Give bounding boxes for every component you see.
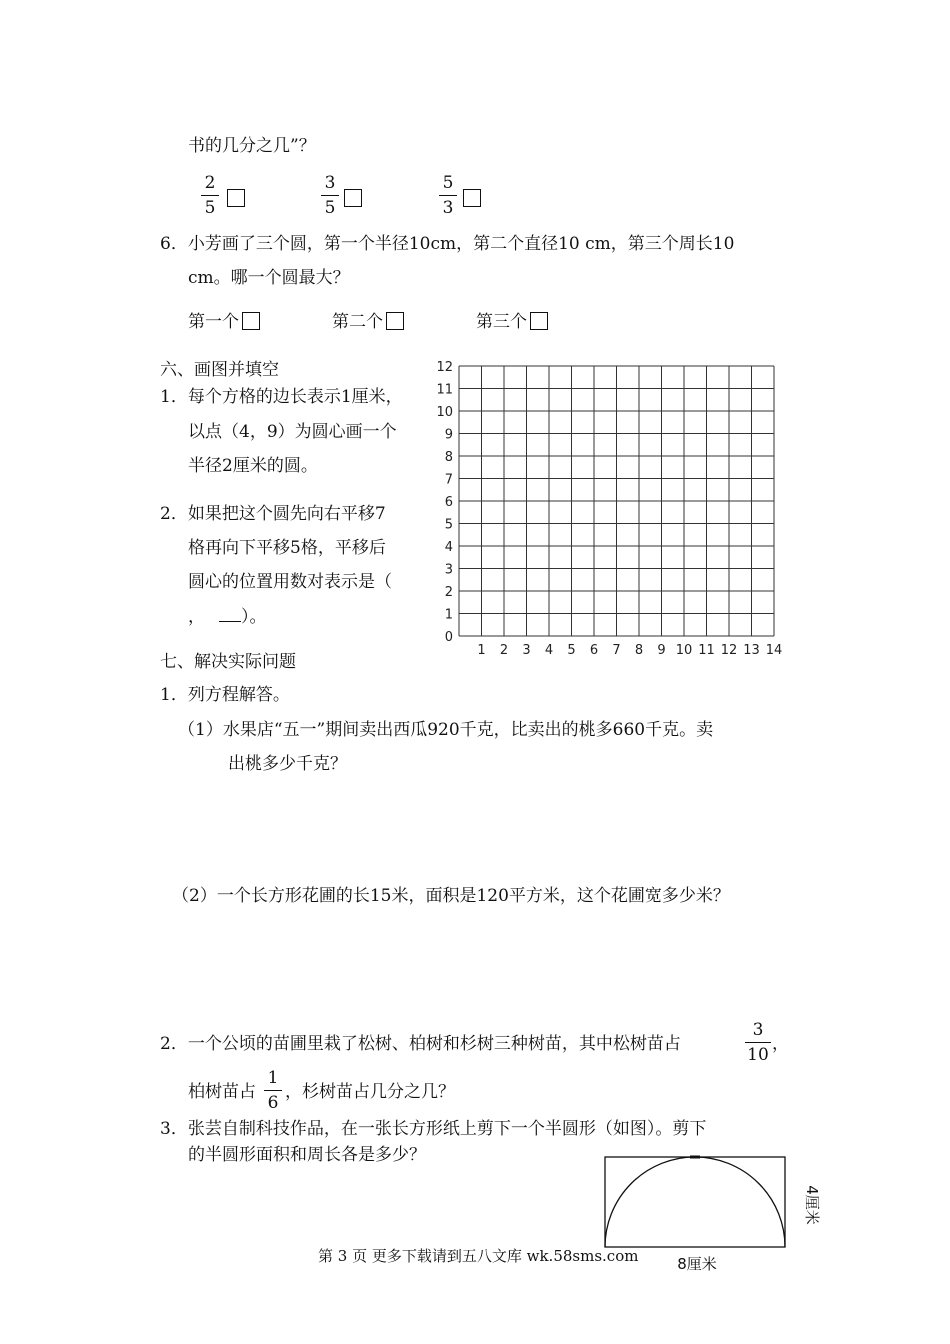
x-tick-label: 6 xyxy=(589,643,599,658)
y-tick-label: 8 xyxy=(444,450,453,465)
q6-option-3-label: 第三个 xyxy=(476,312,527,332)
q6-option-1-label: 第一个 xyxy=(188,312,239,332)
x-tick-label: 12 xyxy=(720,643,738,658)
q5-option-3-fraction xyxy=(438,173,458,218)
q5-option-2-fraction xyxy=(320,173,340,218)
y-tick-label: 11 xyxy=(436,382,453,398)
q5-option-2-checkbox[interactable] xyxy=(344,189,362,207)
q5-option-1-fraction xyxy=(200,173,220,218)
sec7-q2-line-1: 2．一个公顷的苗圃里栽了松树、柏树和杉树三种树苗，其中松树苗占 xyxy=(160,1034,681,1054)
sec6-q2-close: ）。 xyxy=(241,607,267,627)
x-tick-label: 13 xyxy=(743,643,760,658)
sec6-q1-line-2: 以点（4，9）为圆心画一个 xyxy=(188,422,397,442)
y-tick-label: 6 xyxy=(444,495,453,510)
sec7-q1: 1．列方程解答。 xyxy=(160,685,290,705)
semicircle-arc xyxy=(605,1157,785,1247)
sec6-q2-line-3: 圆心的位置用数对表示是（ xyxy=(188,572,392,592)
y-tick-label: 5 xyxy=(444,517,453,533)
numerator: 2 xyxy=(204,173,216,193)
sec6-q1-line-3: 半径2厘米的圆。 xyxy=(188,456,318,476)
x-tick-label: 8 xyxy=(634,643,644,658)
x-tick-label: 3 xyxy=(522,643,531,658)
numerator: 3 xyxy=(752,1020,764,1040)
q6-option-3 xyxy=(476,311,548,333)
x-tick-label: 2 xyxy=(499,643,509,658)
page-footer: 第 3 页 更多下载请到五八文库 wk.58sms.com xyxy=(318,1247,639,1265)
x-tick-label: 7 xyxy=(612,643,621,658)
x-tick-label: 14 xyxy=(765,643,783,658)
sec6-q2-line-1: 2．如果把这个圆先向右平移7 xyxy=(160,504,386,524)
x-tick-label: 4 xyxy=(544,643,554,658)
y-tick-label: 1 xyxy=(444,607,453,623)
coordinate-grid[interactable] xyxy=(425,355,795,660)
y-tick-label: 4 xyxy=(444,540,453,555)
sec7-q3-line-2: 的半圆形面积和周长各是多少？ xyxy=(188,1145,426,1165)
sec7-q2-comma: ， xyxy=(772,1034,789,1054)
width-label: 8厘米 xyxy=(677,1255,717,1273)
denominator: 3 xyxy=(442,198,454,218)
height-label: 4厘米 xyxy=(803,1185,821,1225)
y-tick-label: 7 xyxy=(444,472,453,488)
sec7-q1-1-line-1: （1）水果店“五一”期间卖出西瓜920千克，比卖出的桃多660千克。卖 xyxy=(178,720,714,740)
sec6-q1-line-1: 1．每个方格的边长表示1厘米， xyxy=(160,387,403,407)
sec7-q3-line-1: 3．张芸自制科技作品，在一张长方形纸上剪下一个半圆形（如图）。剪下 xyxy=(160,1119,707,1139)
y-tick-label: 0 xyxy=(444,630,453,645)
denominator: 6 xyxy=(267,1093,279,1113)
answer-blank[interactable] xyxy=(219,605,241,622)
q5-continuation: 书的几分之几”？ xyxy=(188,136,316,156)
denominator: 5 xyxy=(204,198,216,218)
sec6-q2-line-2: 格再向下平移5格，平移后 xyxy=(188,538,386,558)
sec7-q2-line-2-pre: 柏树苗占 xyxy=(188,1082,256,1102)
section-7-title: 七、解决实际问题 xyxy=(160,652,296,672)
q6-option-2-label: 第二个 xyxy=(332,312,383,332)
sec7-q1-2: （2）一个长方形花圃的长15米，面积是120平方米，这个花圃宽多少米？ xyxy=(172,886,730,906)
x-tick-label: 10 xyxy=(675,643,693,658)
denominator: 10 xyxy=(747,1045,769,1065)
q5-option-1-checkbox[interactable] xyxy=(227,189,245,207)
q6-line-1: 6．小芳画了三个圆，第一个半径10cm，第二个直径10 cm，第三个周长10 xyxy=(160,234,735,254)
y-tick-label: 2 xyxy=(444,585,453,600)
x-tick-label: 5 xyxy=(567,643,576,658)
q6-option-2 xyxy=(332,311,404,333)
fraction-pine xyxy=(744,1020,772,1065)
sec7-q1-1-line-2: 出桃多少千克？ xyxy=(228,754,347,774)
q5-option-3-checkbox[interactable] xyxy=(463,189,481,207)
x-tick-label: 11 xyxy=(698,643,715,658)
y-tick-label: 3 xyxy=(444,562,453,578)
x-tick-label: 9 xyxy=(657,643,666,658)
y-tick-label: 10 xyxy=(436,405,453,420)
numerator: 1 xyxy=(267,1068,279,1088)
section-6-title: 六、画图并填空 xyxy=(160,360,279,380)
numerator: 5 xyxy=(442,173,454,193)
q6-option-1-checkbox[interactable] xyxy=(242,312,260,330)
y-tick-label: 9 xyxy=(444,427,453,443)
sec6-q2-comma: ， xyxy=(188,607,205,627)
denominator: 5 xyxy=(324,198,336,218)
sec7-q2-line-2-post: ，杉树苗占几分之几？ xyxy=(285,1082,455,1102)
q6-option-1 xyxy=(188,311,260,333)
rectangle-paper xyxy=(605,1157,785,1247)
q6-option-2-checkbox[interactable] xyxy=(386,312,404,330)
x-tick-label: 1 xyxy=(477,643,486,658)
y-tick-label: 12 xyxy=(436,360,453,375)
fraction-cypress xyxy=(263,1068,283,1113)
numerator: 3 xyxy=(324,173,336,193)
q6-line-2: cm。哪一个圆最大？ xyxy=(188,268,350,288)
q6-option-3-checkbox[interactable] xyxy=(530,312,548,330)
sec6-q2-line-4 xyxy=(188,605,267,628)
